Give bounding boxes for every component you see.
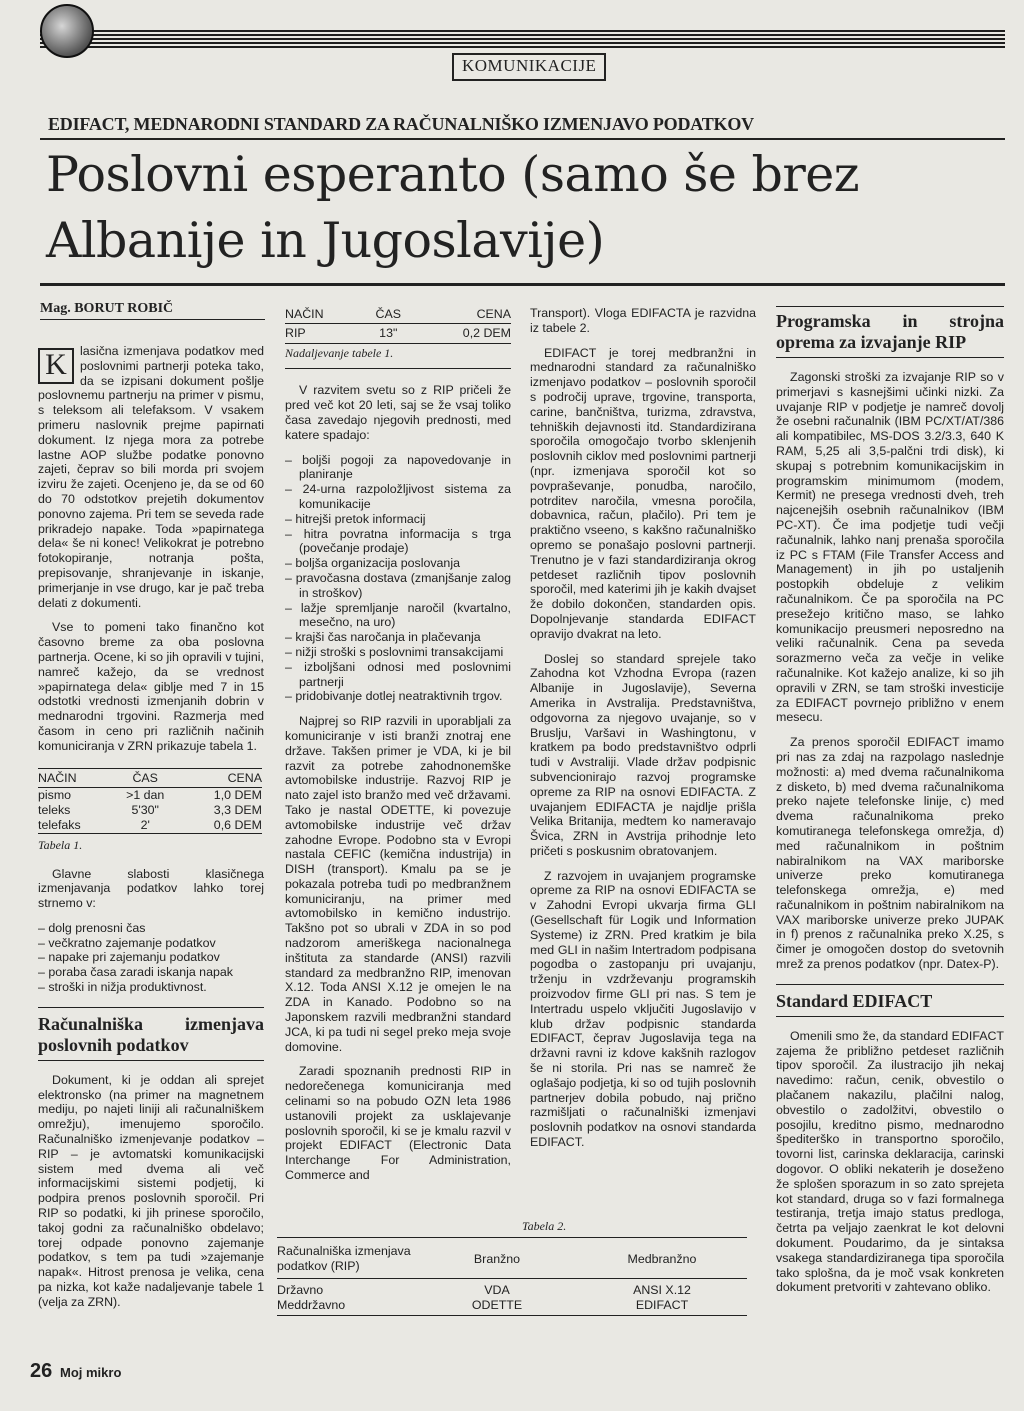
table-row: Meddržavno ODETTE EDIFACT <box>277 1298 747 1316</box>
table-row: pismo >1 dan 1,0 DEM <box>38 788 262 803</box>
table-2-top-rule <box>277 1237 747 1238</box>
column-3 <box>530 306 756 1160</box>
table-header: NAČIN ČAS CENA <box>285 306 511 323</box>
globe-icon <box>40 4 94 58</box>
list-item: – poraba časa zaradi iskanja napak <box>38 965 233 980</box>
list-item: – večkratno zajemanje podatkov <box>38 935 216 950</box>
kicker-rule <box>40 138 1005 140</box>
table-1-continued <box>285 306 511 344</box>
list-item: – boljši pogoji za napovedovanje in planiranje <box>285 452 511 482</box>
list-item: – stroški in nižja produktivnost. <box>38 980 207 995</box>
table-row: RIP 13" 0,2 DEM <box>285 323 511 343</box>
publication-name: Moj mikro <box>60 1365 122 1380</box>
kicker: EDIFACT, MEDNARODNI STANDARD ZA RAČUNALNIŠKO IZMENJAVO PODATKOV <box>48 114 754 134</box>
list-item: – boljša organizacija poslovanja <box>285 556 460 571</box>
table-caption: Nadaljevanje tabele 1. <box>285 346 511 370</box>
column-4 <box>776 306 1004 1305</box>
paragraph: Dokument, ki je oddan ali sprejet elektronsko (na primer na magnetnem mediju, po najeti liniji ali računalniškem omrežju), imenujemo sporočilo. Računalniško izmenjevanje podatkov – RIP – je avtomatski komunikacijski sistem med dvema ali več informacijskimi sistemi podjetij, ki podpira prenos poslovnih sporočil. Pri RIP so podatki, ki jih prinese sporočilo, takoj godni za računalniško obdelavo; torej odpade ponovno zajemanje podatkov, s tem pa tudi »zajemanje napak«. Hitrost prenosa je velika, cena pa nizka, kot kaže nadaljevanje tabele 1 (velja za ZRN). <box>38 1072 264 1309</box>
bullet-list <box>38 921 264 995</box>
paragraph: Najprej so RIP razvili in uporabljali za komuniciranje v isti branži znotraj ene države. Takšen primer je VDA, ki je bil razvit za potrebe zahodnonemške avtomobilske industrije. Razvoj RIP je nato zajel isto branžo med več državami. Tako je nastal ODETTE, ki povezuje avtomobilske industrije več držav zahodne Evrope. Podobno sta v Evropi nastala CEFIC (kemična industrija) in DISH (transport). Kmalu pa se je pokazala potreba tudi po medbranžnem komuniciranju, na primer med avtomobilsko in kemično industrijo. Takšno pot so ubrali v ZDA in so pod nadzorom ameriškega nacionalnega inštituta za standarde (ANSI) razvili standard za medbranžno RIP, imenovan X.12. Toda ANSI X.12 je omejen le na ZDA in Kanado. Podobno so na Japonskem razvili medbranžni standard JCA, ki pa tudi ni segel preko meja svoje domovine. <box>285 714 511 1054</box>
table-row: Državno VDA ANSI X.12 <box>277 1283 691 1297</box>
list-item: – hitra povratna informacija s trga (povečanje prodaje) <box>285 526 511 556</box>
paragraph: Doslej so standard sprejele tako Zahodna kot Vzhodna Evropa (razen Albanije in Jugoslavije), Severna Amerika in Avstralija. Predstavništva, odgovorna za njegovo uvajanje, so v Bruslju, Varšavi in Washingtonu, v kratkem pa bodo predstavništvo odprli tudi v Avstraliji. Vlade držav podpisnic subvencionirajo razvoj programske opreme za RIP na osnovi EDIFACTA. Z uvajanjem EDIFACTA je najdlje prišla Velika Britanija, medtem ko nameravajo Švica, ZRN in Avstrija prihodnje leto pričeti s poskusnim obratovanjem. <box>530 651 756 858</box>
list-item: – pridobivanje dotlej neatraktivnih trgov. <box>285 689 503 704</box>
header-bar <box>40 30 1005 48</box>
list-item: – nižji stroški s poslovnimi transakcijami <box>285 644 504 659</box>
subheading: Računalniška izmenjava poslovnih podatkov <box>38 1013 264 1055</box>
paragraph: Glavne slabosti klasičnega izmenjavanja podatkov lahko torej strnemo v: <box>38 866 264 911</box>
column-1 <box>38 344 264 1320</box>
subheading: Standard EDIFACT <box>776 990 933 1011</box>
list-item: – 24-urna razpoložljivost sistema za komunikacije <box>285 482 511 511</box>
byline: Mag. BORUT ROBIČ <box>40 301 174 316</box>
paragraph: Zagonski stroški za izvajanje RIP so v primerjavi s kasnejšimi učinki nizki. Za uvajanje RIP v podjetje je namreč dovolj že osebni računalnik (IBM PC/XT/AT/386 ali kompatibilec, MS-DOS 3.2/3.3, 640 K RAM, 5,25 ali 3,5-palčni trdi disk), ki skupaj s potrebnim komunikacijskim in programskim minimumom (modem, Kermit) ne presega vrednosti dveh, treh najcenejših osebnih računalnikov (IBM PC-XT). Če ima podjetje tudi večji računalnik, lahko nanj prenaša sporočila iz PC s FTAM (File Transfer Access and Management) in jih po ustaljenih postopkih obdeluje z velikim računalnikom. Če pa sporočila na PC presežejo kritično maso, se lahko komunikacijo preusmeri neposredno na veliki računalnik. Cena pa seveda sorazmerno veča za večje in velike računalnike. Kot kažejo analize, ki so jih opravili v ZRN, se tam stroški investicije za EDIFACT povrnejo približno v enem mesecu. <box>776 370 1004 725</box>
paragraph: V razvitem svetu so z RIP pričeli že pred več kot 20 leti, saj se že vsaj toliko časa zavedajo njegovih prednosti, med katere spadajo: <box>285 383 511 442</box>
table-caption: Tabela 1. <box>38 837 83 852</box>
list-item: – napake pri zajemanju podatkov <box>38 950 220 965</box>
paragraph: Z razvojem in uvajanjem programske opreme za RIP na osnovi EDIFACTA se v Zahodni Evropi ukvarja firma GLI (Gesellschaft für Logik und Information Systeme) iz ZRN. Pred kratkim je bila med GLI in našim Intertradom podpisana pogodba o zastopanju pri uvajanju, trženju in vzdrževanju programskih proizvodov firme GLI pri nas. S tem je Intertradu uspelo vključiti Jugoslavijo v klub držav podpisnic standarda EDIFACT, čeprav Jugoslavija tega na državni ravni iz kdove kakšnih razlogov še ni storila. Pri nas se namreč že oglašajo podjetja, ki so od tujih poslovnih partnerjev dobila pobudo, naj prično razmišljati o računalniški izmenjavi poslovnih podatkov na osnovi standarda EDIFACT. <box>530 868 756 1150</box>
drop-cap: K <box>38 348 74 384</box>
paragraph: Transport). Vloga EDIFACTA je razvidna iz tabele 2. <box>530 306 756 335</box>
paragraph: Omenili smo že, da standard EDIFACT zajema že približno petdeset različnih tipov sporočil. Za ilustracijo jih nekaj navedimo: račun, cenik, obvestilo o plačanem nakazilu, plačilni nalog, obvestilo o zadolžitvi, obvestilo o posojilu, kreditno pismo, mednarodno špediterško in transportno sporočilo, tovorni list, carinska deklaracija, carinski dogovor. O obliki nekaterih je doseženo že splošen sporazum in so zato sprejeta kot standard, druga so v fazi formalnega testiranja, tretja imajo status predloga, četrta pa veljajo zaenkrat le kot delovni dokument. Poudarimo, da je sintaksa vsakega standardiziranega tipa sporočila tako splošna, da je moč vsak konkreten dokument pretvoriti v zahtevano obliko. <box>776 1028 1004 1295</box>
list-item: – pravočasna dostava (zmanjšanje zalog in stroškov) <box>285 570 511 600</box>
table-row: telefaks 2' 0,6 DEM <box>38 817 262 832</box>
headline <box>46 142 1006 274</box>
subheading: Programska in strojna oprema za izvajanje RIP <box>776 311 1004 352</box>
table-2-caption: Tabela 2. <box>522 1219 567 1233</box>
paragraph: Vse to pomeni tako finančno kot časovno breme za oba poslovna partnerja. Ocene, ki so jih opravili v tujini, namreč kažejo, da se vrednost »papirnatega dela« giblje med 7 in 15 odstotki vrednosti izmenjanih dobrin v mednarodni trgovini. Razmerja med časom in ceno pri različnih načinih komuniciranja v ZRN prikazuje tabela 1. <box>38 620 264 753</box>
list-item: – izboljšani odnosi med poslovnimi partnerji <box>285 659 511 689</box>
headline-line-2: Albanije in Jugoslavije) <box>46 212 605 269</box>
column-2 <box>285 306 511 1193</box>
headline-rule <box>40 283 1005 286</box>
table-2 <box>277 1244 747 1316</box>
table-header: NAČIN ČAS CENA <box>38 768 262 788</box>
headline-line-1: Poslovni esperanto (samo še brez <box>46 146 860 203</box>
bullet-list <box>285 453 511 705</box>
table-1 <box>38 768 262 834</box>
paragraph: Zaradi spoznanih prednosti RIP in nedorečenega komuniciranja med celinami so na pobudo OZN leta 1986 ustanovili projekt za usklajevanje poslovnih sporočil, ki se je kmalu razvil v projekt EDIFACT (Electronic Data Interchange For Administration, Commerce and <box>285 1064 511 1183</box>
table-header: Računalniška izmenjava podatkov (RIP) Branžno Medbranžno <box>277 1244 747 1279</box>
list-item: – krajši čas naročanja in plačevanja <box>285 630 481 645</box>
page-number: 26 <box>30 1360 53 1382</box>
table-row: teleks 5'30" 3,3 DEM <box>38 803 262 818</box>
list-item: – dolg prenosni čas <box>38 920 146 935</box>
section-tag: KOMUNIKACIJE <box>452 53 606 81</box>
list-item: – lažje spremljanje naročil (kvartalno, mesečno, na uro) <box>285 600 511 630</box>
paragraph: EDIFACT je torej medbranžni in mednarodni standard za računalniško izmenjavo podatkov – poslovnih sporočil s področij uprave, trgovine, transporta, carine, bančništva, turizma, zdravstva, tehniških dejavnosti itd. Standardizirana sporočila omogočajo tvorbo sklenjenih poslovnih ciklov med poslovnimi partnerji (npr. izmenjava sporočil kot so povpraševanje, ponudba, naročilo, potrditev naročila, vmesna poročila, dobavnica, račun, plačilo). Pri tem je praktično vseeno, s kakšno računalniško opremo se ponašajo poslovni partnerji. Trenutno je v fazi standardiziranja okrog petdeset različnih tipov poslovnih sporočil, med katerimi jih je kakih dvajset že dobilo dokončen, standarden opis. Dopolnjevanje standarda EDIFACT opravijo dvakrat na leto. <box>530 345 756 641</box>
paragraph: Za prenos sporočil EDIFACT imamo pri nas za zdaj na razpolago naslednje možnosti: a) med dvema računalnikoma z disketo, b) med dvema računalnikoma preko najete telefonske linije, c) med dvema računalnikoma preko komutiranega telefonskega omrežja, d) med računalnikom in poštnim nabiralnikom na VAX mariborske univerze preko komutiranega telefonskega omrežja, e) med računalnikom in poštnim nabiralnikom na VAX mariborske univerze preko JUPAK in f) prenos z računalnika preko X.25, s čimer je omogočen dostop do svetovnih mrež za prenos podatkov (npr. Datex-P). <box>776 735 1004 972</box>
list-item: – hitrejši pretok informacij <box>285 511 426 526</box>
byline-rule <box>40 319 265 320</box>
paragraph: K lasična izmenjava podatkov med poslovnimi partnerji poteka tako, da se izpisani dokument pošlje poslovnemu partnerju na primer v pismu, s teleksom ali telefaksom. V vsakem primeru naslovnik prejme papirnati dokument. Iz njega mora za potrebe lastne AOP službe podatke ponovno zajeti, čeprav so bili morda pri svojem izviru že zajeti. Ocenjeno je, da se od 60 do 70 odstotkov prejetih dokumentov ponovno zajema. Pri tem se seveda rade prikradejo napake. Toda »papirnatega dela« še ni konec! Velikokrat je potrebno fotokopiranje, notranja pošta, prepisovanje, shranjevanje in iskanje, primerjanje in vse drugo, kar je pač treba delati z dokumenti. <box>38 344 264 610</box>
